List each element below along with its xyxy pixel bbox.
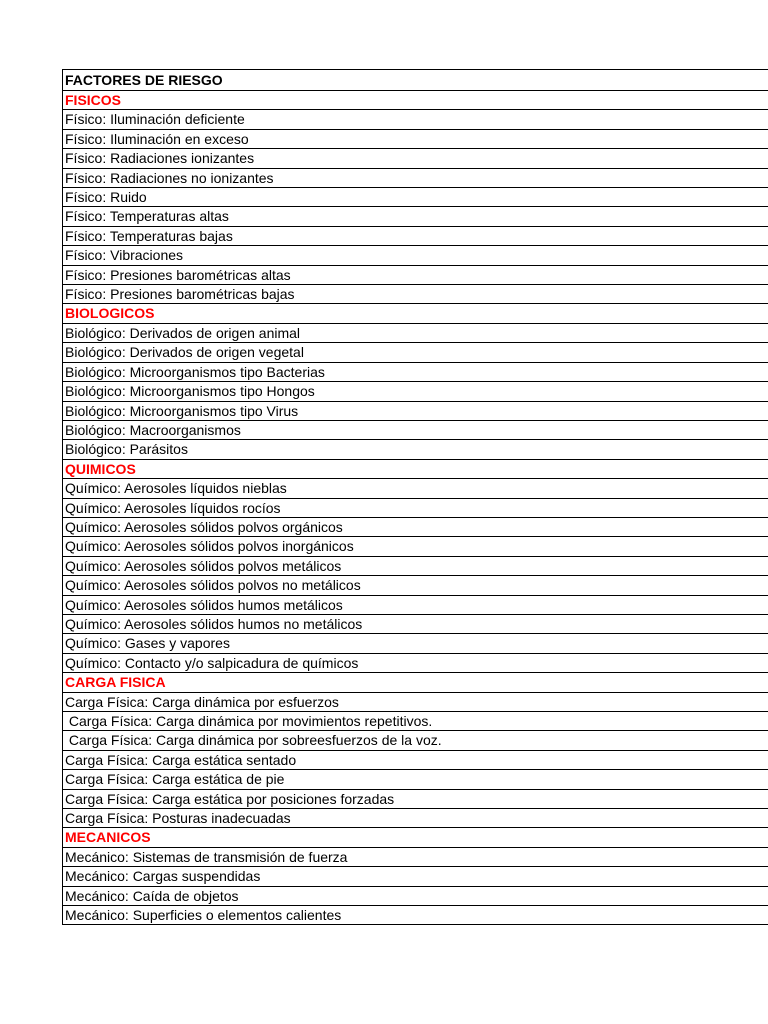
- table-row: [63, 207, 768, 226]
- table-row: [63, 886, 768, 905]
- table-row: [63, 110, 768, 129]
- risk-factor-cell[interactable]: Físico: Presiones barométricas altas: [63, 265, 768, 284]
- risk-factor-cell[interactable]: Biológico: Derivados de origen vegetal: [63, 343, 768, 362]
- table-row: [63, 149, 768, 168]
- table-row: [63, 129, 768, 148]
- risk-factor-cell[interactable]: Químico: Aerosoles sólidos polvos orgánicos: [63, 517, 768, 536]
- table-row: [63, 576, 768, 595]
- section-header-cell[interactable]: BIOLOGICOS: [63, 304, 768, 323]
- risk-factors-table: [62, 69, 768, 925]
- risk-factor-cell[interactable]: Físico: Radiaciones ionizantes: [63, 149, 768, 168]
- risk-factor-cell[interactable]: Biológico: Macroorganismos: [63, 420, 768, 439]
- risk-factor-cell[interactable]: Mecánico: Superficies o elementos calientes: [63, 906, 768, 925]
- table-row: [63, 634, 768, 653]
- risk-factor-cell[interactable]: Químico: Contacto y/o salpicadura de químicos: [63, 653, 768, 672]
- risk-factor-cell[interactable]: Biológico: Derivados de origen animal: [63, 323, 768, 342]
- risk-factor-cell[interactable]: Biológico: Microorganismos tipo Hongos: [63, 382, 768, 401]
- table-row: [63, 401, 768, 420]
- risk-factor-cell[interactable]: Físico: Iluminación en exceso: [63, 129, 768, 148]
- table-row: [63, 770, 768, 789]
- risk-factor-cell[interactable]: Biológico: Microorganismos tipo Virus: [63, 401, 768, 420]
- table-row: [63, 614, 768, 633]
- risk-factor-cell[interactable]: Químico: Aerosoles líquidos nieblas: [63, 479, 768, 498]
- table-row: [63, 420, 768, 439]
- risk-factor-cell[interactable]: Físico: Presiones barométricas bajas: [63, 285, 768, 304]
- risk-factor-cell[interactable]: Mecánico: Cargas suspendidas: [63, 867, 768, 886]
- section-header-row: [63, 91, 768, 110]
- table-row: [63, 809, 768, 828]
- table-row: [63, 188, 768, 207]
- table-row: [63, 731, 768, 750]
- risk-factor-cell[interactable]: Carga Física: Carga dinámica por movimientos repetitivos.: [63, 712, 768, 731]
- risk-factor-cell[interactable]: Carga Física: Carga estática sentado: [63, 750, 768, 769]
- table-row: [63, 362, 768, 381]
- table-row: [63, 246, 768, 265]
- table-title-cell[interactable]: FACTORES DE RIESGO: [63, 70, 768, 91]
- section-header-row: [63, 459, 768, 478]
- risk-factor-cell[interactable]: Físico: Ruido: [63, 188, 768, 207]
- risk-factor-cell[interactable]: Carga Física: Carga dinámica por sobreesfuerzos de la voz.: [63, 731, 768, 750]
- table-row: [63, 789, 768, 808]
- risk-factor-cell[interactable]: Carga Física: Posturas inadecuadas: [63, 809, 768, 828]
- table-row: [63, 906, 768, 925]
- table-row: [63, 440, 768, 459]
- section-header-row: [63, 828, 768, 847]
- risk-factor-cell[interactable]: Químico: Aerosoles sólidos polvos metálicos: [63, 556, 768, 575]
- table-row: [63, 595, 768, 614]
- table-header-row: [63, 70, 768, 91]
- risk-factor-cell[interactable]: Físico: Temperaturas altas: [63, 207, 768, 226]
- risk-factor-cell[interactable]: Físico: Radiaciones no ionizantes: [63, 168, 768, 187]
- section-header-cell[interactable]: QUIMICOS: [63, 459, 768, 478]
- risk-factor-cell[interactable]: Físico: Temperaturas bajas: [63, 226, 768, 245]
- risk-factor-cell[interactable]: Químico: Aerosoles sólidos humos metálicos: [63, 595, 768, 614]
- risk-factor-cell[interactable]: Químico: Aerosoles líquidos rocíos: [63, 498, 768, 517]
- risk-factor-cell[interactable]: Físico: Vibraciones: [63, 246, 768, 265]
- risk-factor-cell[interactable]: Químico: Aerosoles sólidos polvos no metálicos: [63, 576, 768, 595]
- section-header-row: [63, 304, 768, 323]
- risk-factor-cell[interactable]: Químico: Aerosoles sólidos humos no metálicos: [63, 614, 768, 633]
- section-header-cell[interactable]: FISICOS: [63, 91, 768, 110]
- table-row: [63, 265, 768, 284]
- table-row: [63, 653, 768, 672]
- table-row: [63, 517, 768, 536]
- risk-factor-cell[interactable]: Carga Física: Carga estática de pie: [63, 770, 768, 789]
- table-row: [63, 343, 768, 362]
- table-row: [63, 556, 768, 575]
- table-row: [63, 867, 768, 886]
- risk-factor-cell[interactable]: Mecánico: Caída de objetos: [63, 886, 768, 905]
- risk-factor-cell[interactable]: Carga Física: Carga estática por posiciones forzadas: [63, 789, 768, 808]
- section-header-cell[interactable]: CARGA FISICA: [63, 673, 768, 692]
- section-header-row: [63, 673, 768, 692]
- table-row: [63, 498, 768, 517]
- risk-factor-cell[interactable]: Químico: Aerosoles sólidos polvos inorgánicos: [63, 537, 768, 556]
- risk-factor-cell[interactable]: Biológico: Parásitos: [63, 440, 768, 459]
- table-row: [63, 168, 768, 187]
- table-row: [63, 323, 768, 342]
- table-row: [63, 692, 768, 711]
- risk-factor-cell[interactable]: Carga Física: Carga dinámica por esfuerzos: [63, 692, 768, 711]
- table-row: [63, 537, 768, 556]
- risk-factor-cell[interactable]: Físico: Iluminación deficiente: [63, 110, 768, 129]
- table-row: [63, 479, 768, 498]
- table-row: [63, 285, 768, 304]
- table-row: [63, 712, 768, 731]
- section-header-cell[interactable]: MECANICOS: [63, 828, 768, 847]
- risk-factor-cell[interactable]: Biológico: Microorganismos tipo Bacterias: [63, 362, 768, 381]
- table-row: [63, 226, 768, 245]
- table-row: [63, 847, 768, 866]
- table-row: [63, 750, 768, 769]
- risk-factor-cell[interactable]: Mecánico: Sistemas de transmisión de fuerza: [63, 847, 768, 866]
- risk-factor-cell[interactable]: Químico: Gases y vapores: [63, 634, 768, 653]
- table-row: [63, 382, 768, 401]
